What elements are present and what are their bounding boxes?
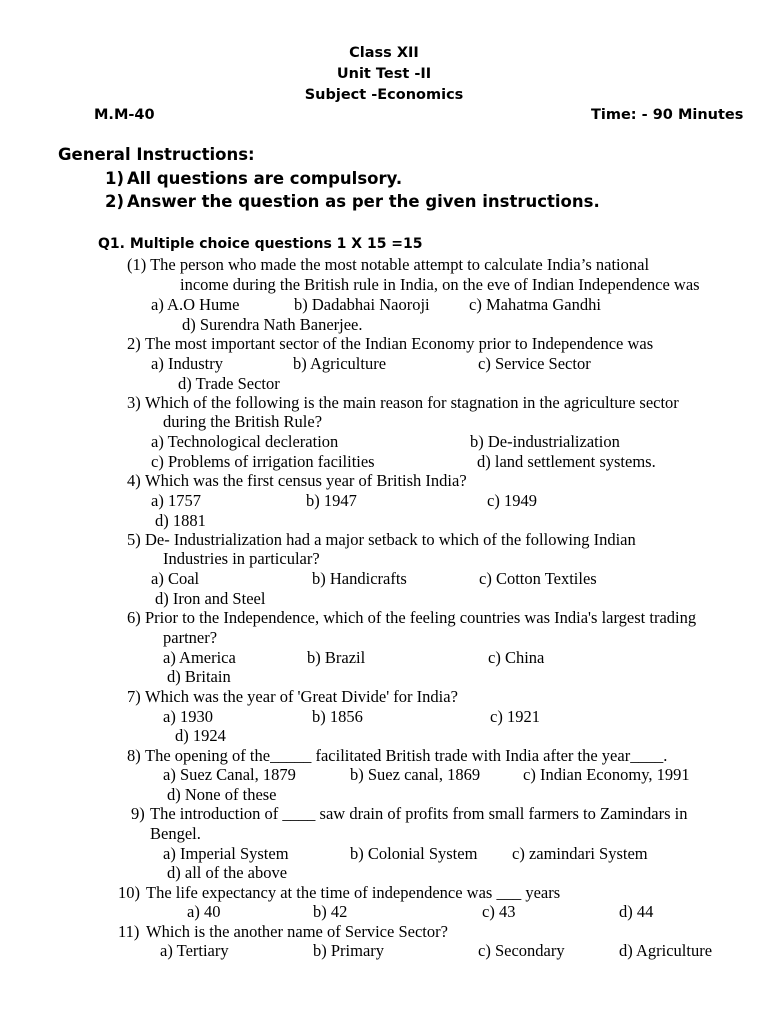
option: c) zamindari System [512,844,648,863]
question-number: 8) [127,746,141,765]
instruction-number: 2) [105,192,125,211]
question-text: Which of the following is the main reason for stagnation in the agriculture sector [145,393,679,412]
option: a) A.O Hume [151,295,240,314]
option: d) 1881 [155,511,206,530]
option: d) Surendra Nath Banerjee. [182,315,363,334]
question-text: The opening of the_____ facilitated British trade with India after the year____. [145,746,668,765]
question-text: during the British Rule? [163,412,323,431]
instruction-text: Answer the question as per the given instructions. [127,192,600,211]
option: a) Imperial System [163,844,289,863]
option: b) Suez canal, 1869 [350,765,481,784]
class-title: Class XII [349,45,419,61]
option: d) 1924 [175,726,226,745]
question-text: Prior to the Independence, which of the feeling countries was India's largest trading [145,608,697,627]
question-text: Industries in particular? [163,549,320,568]
test-title: Unit Test -II [336,66,432,82]
question-text: Which is the another name of Service Sector? [146,922,448,941]
subject-title: Subject -Economics [304,87,464,103]
option: c) China [488,648,545,667]
option: a) Tertiary [160,941,229,960]
instruction-text: All questions are compulsory. [127,169,403,188]
question-text: De- Industrialization had a major setback to which of the following Indian [145,530,636,549]
option: a) 1930 [163,707,213,726]
option: a) Industry [151,354,223,373]
option: d) Britain [167,667,231,686]
question-text: Bengel. [150,824,201,843]
option: c) Service Sector [478,354,591,373]
option: b) Handicrafts [312,569,407,588]
question-text: Which was the first census year of British India? [145,471,467,490]
option: d) 44 [619,902,654,921]
option: d) Trade Sector [178,374,280,393]
option: a) Suez Canal, 1879 [163,765,296,784]
option: b) Dadabhai Naoroji [294,295,430,314]
question-number: 5) [127,530,141,549]
option: c) Secondary [478,941,565,960]
option: c) Indian Economy, 1991 [523,765,690,784]
question-number: 3) [127,393,141,412]
question-number: 6) [127,608,141,627]
question-number: 10) [118,883,140,902]
option: a) 1757 [151,491,201,510]
question-number: 7) [127,687,141,706]
option: b) Colonial System [350,844,478,863]
option: a) Coal [151,569,200,588]
instruction-number: 1) [105,169,125,188]
question-text: The introduction of ____ saw drain of profits from small farmers to Zamindars in [150,804,688,823]
option: d) all of the above [167,863,288,882]
section-heading: Q1. Multiple choice questions 1 X 15 =15 [98,236,423,252]
question-text: Which was the year of 'Great Divide' for India? [145,687,458,706]
option: b) Agriculture [293,354,387,373]
option: c) Problems of irrigation facilities [151,452,375,471]
option: c) 43 [482,902,516,921]
option: d) Agriculture [619,941,713,960]
option: b) De-industrialization [470,432,620,451]
option: d) None of these [167,785,277,804]
instructions-title: General Instructions: [58,145,255,164]
question-text: partner? [163,628,218,647]
option: b) Primary [313,941,385,960]
question-number: 11) [118,922,140,941]
option: a) 40 [187,902,221,921]
time-allowed: Time: - 90 Minutes [591,107,744,123]
question-text: The most important sector of the Indian Economy prior to Independence was [145,334,654,353]
option: c) Cotton Textiles [479,569,597,588]
option: a) America [163,648,236,667]
option: b) 1856 [312,707,363,726]
question-text: income during the British rule in India, on the eve of Indian Independence was [180,275,700,294]
option: a) Technological decleration [151,432,339,451]
option: b) 1947 [306,491,357,510]
option: d) land settlement systems. [477,452,656,471]
option: c) 1921 [490,707,540,726]
question-number: 2) [127,334,141,353]
max-marks: M.M-40 [94,107,155,123]
option: b) Brazil [307,648,366,667]
question-number: 9) [131,804,145,823]
option: d) Iron and Steel [155,589,266,608]
question-number: 4) [127,471,141,490]
option: c) 1949 [487,491,537,510]
option: b) 42 [313,902,348,921]
question-text: (1) The person who made the most notable attempt to calculate India’s national [127,255,650,274]
question-text: The life expectancy at the time of independence was ___ years [146,883,561,902]
option: c) Mahatma Gandhi [469,295,601,314]
